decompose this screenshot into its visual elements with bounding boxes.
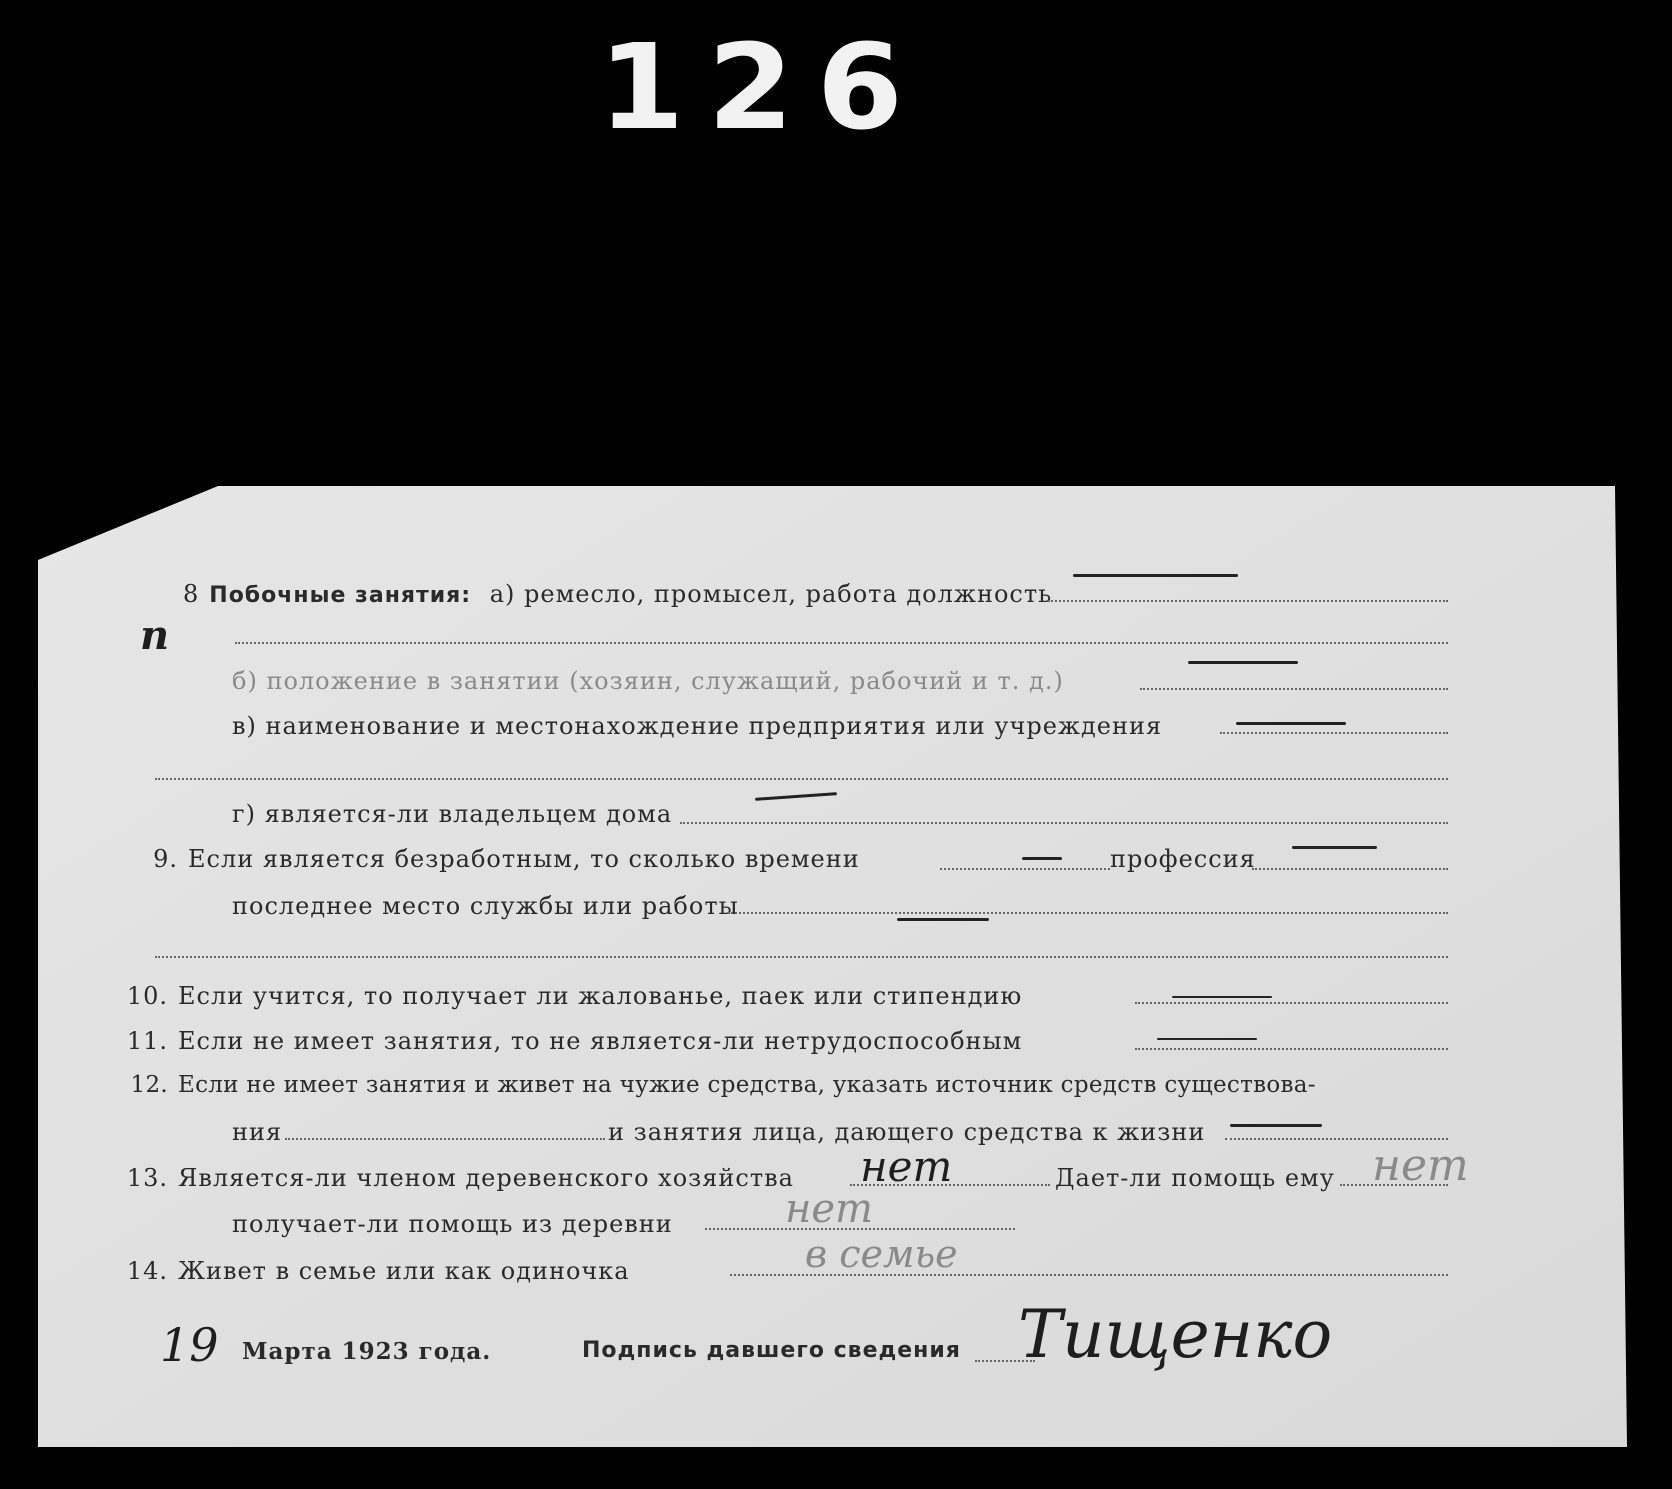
signature: Тищенко <box>1018 1296 1333 1373</box>
item13-line <box>112 1164 794 1192</box>
item13-answer1: нет <box>860 1142 953 1191</box>
item11-number: 11. <box>126 1027 168 1055</box>
item12-cont-a: ния <box>232 1118 283 1146</box>
signature-label: Подпись давшего сведения <box>582 1338 961 1363</box>
frame-number: 126 <box>598 18 927 156</box>
item12-number: 12. <box>130 1072 168 1098</box>
item8-number: 8 <box>183 580 200 608</box>
item9-profession-label: профессия <box>1110 845 1256 873</box>
item10-line <box>112 982 1022 1010</box>
item14-line <box>112 1257 630 1285</box>
item13-answer2: нет <box>1372 1140 1469 1191</box>
item14-answer: в семье <box>805 1232 958 1276</box>
item8-b-label: б) положение в занятии (хозяин, служащий, рабочий и т. д.) <box>232 667 1064 695</box>
item14-label: Живет в семье или как одиночка <box>178 1257 630 1285</box>
item9-number: 9. <box>153 845 178 873</box>
item11-label: Если не имеет занятия, то не является-ли нетрудоспособным <box>178 1027 1023 1055</box>
item10-number: 10. <box>126 982 168 1010</box>
item8-v-label: в) наименование и местонахождение предприятия или учреждения <box>232 712 1163 740</box>
item13-answer3: нет <box>785 1186 873 1232</box>
item12-line <box>112 1072 1316 1098</box>
item9-last-place-label: последнее место службы или работы <box>232 892 739 920</box>
item8-a-label: а) ремесло, промысел, работа должность <box>489 580 1053 608</box>
item14-number: 14. <box>126 1257 168 1285</box>
item8-line-a <box>183 580 1052 608</box>
item8-handwritten-mark: n <box>140 612 170 659</box>
item10-label: Если учится, то получает ли жалованье, паек или стипендию <box>178 982 1023 1010</box>
footer-date: Марта 1923 года. <box>242 1338 492 1365</box>
item13-help-from-label: получает-ли помощь из деревни <box>232 1210 673 1238</box>
item11-line <box>112 1027 1022 1055</box>
item9-line <box>122 845 860 873</box>
item12-cont-b: и занятия лица, дающего средства к жизни <box>608 1118 1206 1146</box>
item13-number: 13. <box>126 1164 168 1192</box>
item12-label: Если не имеет занятия и живет на чужие средства, указать источник средств существова- <box>178 1072 1316 1098</box>
item8-g-label: г) является-ли владельцем дома <box>232 800 673 828</box>
item8-title: Побочные занятия: <box>209 583 472 608</box>
item13-label: Является-ли членом деревенского хозяйства <box>178 1164 794 1192</box>
item13-help-to-label: Дает-ли помощь ему <box>1055 1164 1335 1192</box>
footer-day: 19 <box>160 1318 219 1372</box>
item9-label: Если является безработным, то сколько времени <box>188 845 860 873</box>
